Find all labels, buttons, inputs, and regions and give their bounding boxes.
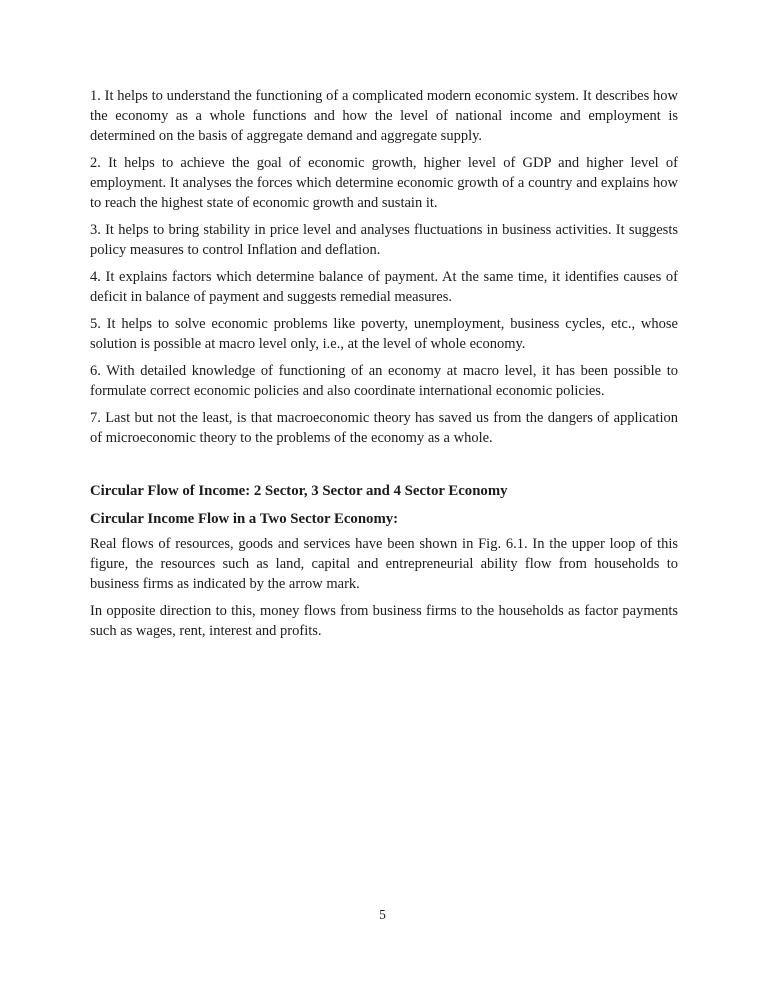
numbered-point: 2. It helps to achieve the goal of economic growth, higher level of GDP and higher level of employment. It analyses the forces which determine economic growth of a country and explains how to reach the highest state of economic growth and sustain it.	[90, 155, 678, 211]
page-number: 5	[379, 907, 386, 922]
numbered-point: 6. With detailed knowledge of functioning of an economy at macro level, it has been possible to formulate correct economic policies and also coordinate international economic policies.	[90, 363, 678, 399]
subsection-heading: Circular Income Flow in a Two Sector Economy:	[90, 511, 399, 527]
numbered-point: 4. It explains factors which determine balance of payment. At the same time, it identifies causes of deficit in balance of payment and suggests remedial measures.	[90, 269, 678, 305]
section-heading: Circular Flow of Income: 2 Sector, 3 Sector and 4 Sector Economy	[90, 483, 508, 499]
page-content	[90, 86, 678, 648]
numbered-point: 7. Last but not the least, is that macroeconomic theory has saved us from the dangers of application of microeconomic theory to the problems of the economy as a whole.	[90, 410, 678, 446]
numbered-point: 3. It helps to bring stability in price level and analyses fluctuations in business activities. It suggests policy measures to control Inflation and deflation.	[90, 222, 678, 258]
numbered-point: 1. It helps to understand the functioning of a complicated modern economic system. It describes how the economy as a whole functions and how the level of national income and employment is determined on the basis of aggregate demand and aggregate supply.	[90, 88, 678, 144]
numbered-point: 5. It helps to solve economic problems like poverty, unemployment, business cycles, etc., whose solution is possible at macro level only, i.e., at the level of whole economy.	[90, 316, 678, 352]
body-paragraph: In opposite direction to this, money flows from business firms to the households as factor payments such as wages, rent, interest and profits.	[90, 603, 678, 639]
body-paragraph: Real flows of resources, goods and services have been shown in Fig. 6.1. In the upper loop of this figure, the resources such as land, capital and entrepreneurial ability flow from households to business firms as indicated by the arrow mark.	[90, 536, 678, 592]
